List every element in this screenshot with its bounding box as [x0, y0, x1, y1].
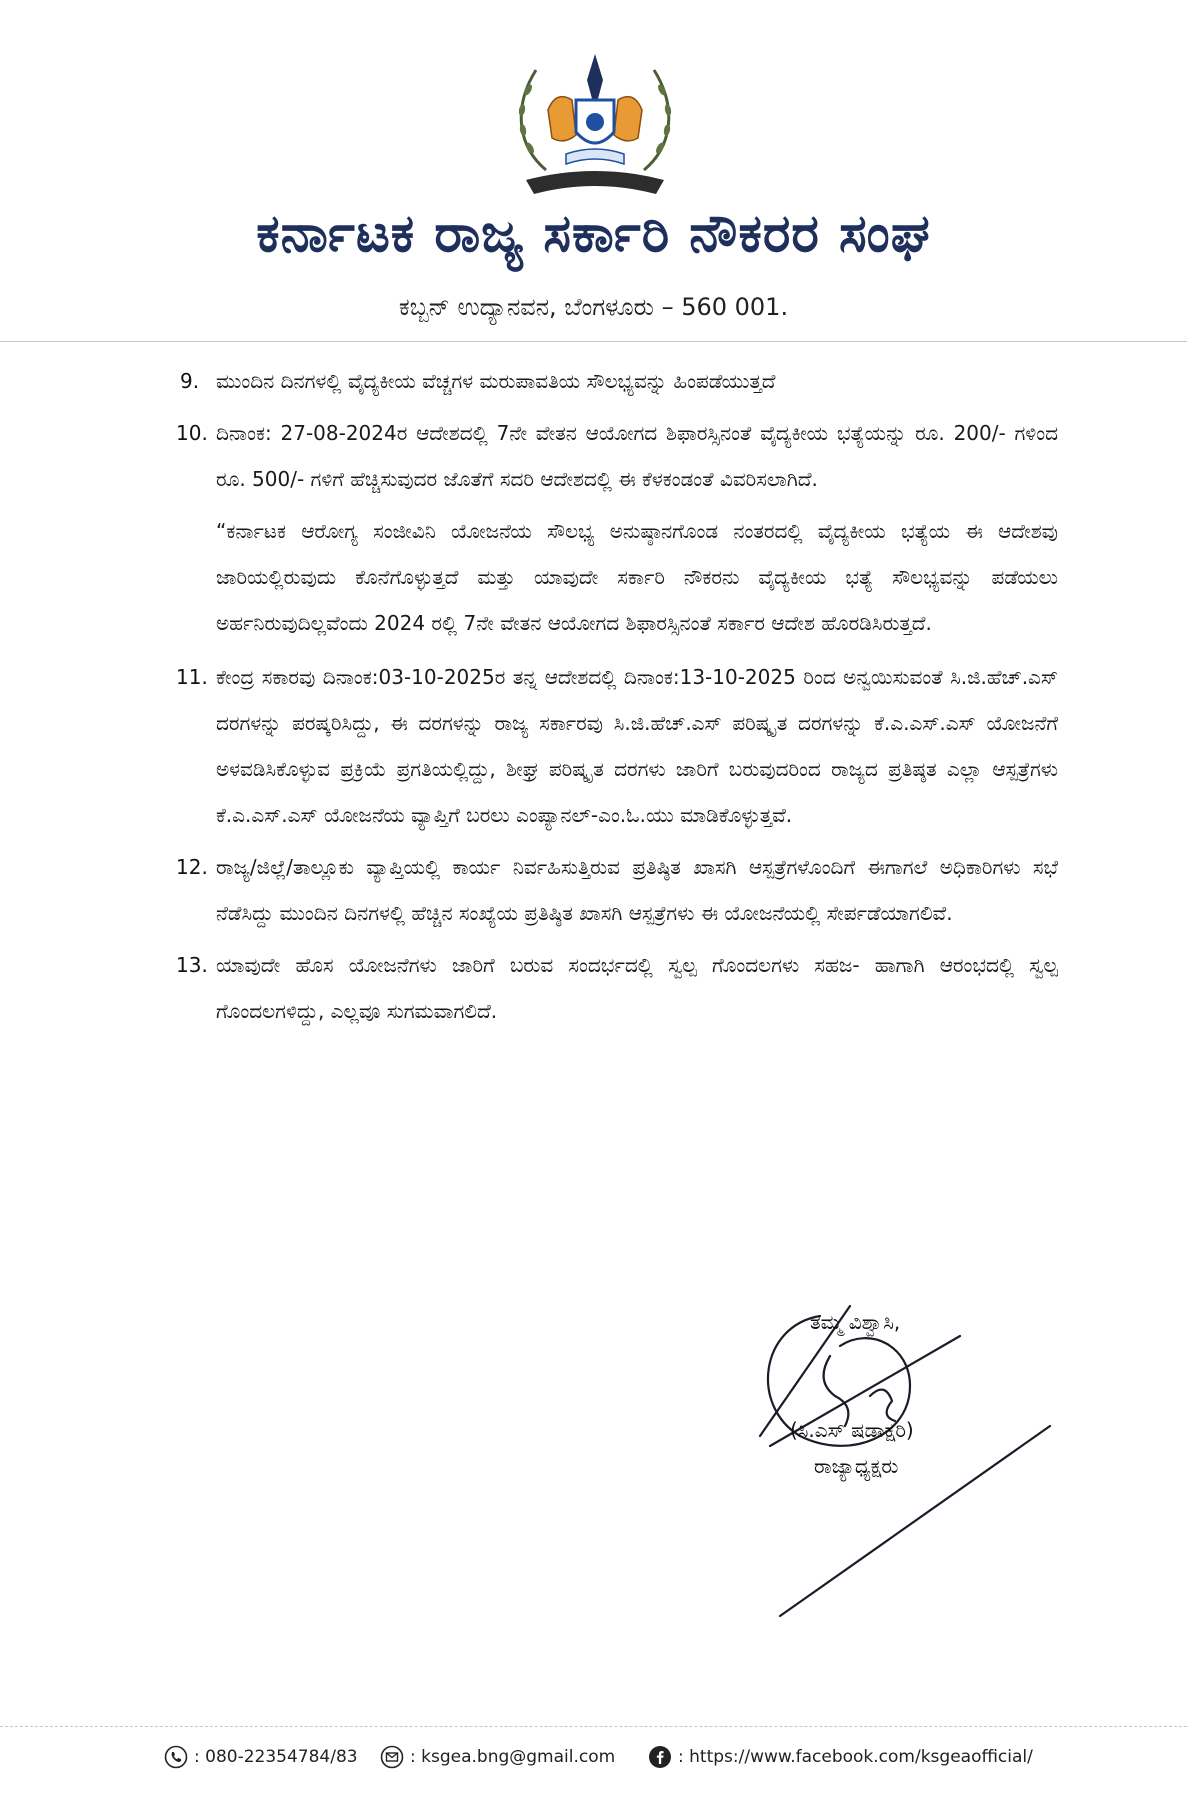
signature-greeting: ತಮ್ಮ ವಿಶ್ವಾಸಿ,	[810, 1310, 901, 1334]
item-number: 12.	[176, 855, 208, 879]
footer-divider	[0, 1726, 1187, 1727]
item-number: 11.	[176, 665, 208, 689]
facebook-url[interactable]: : https://www.facebook.com/ksgeaofficial/	[678, 1747, 1033, 1767]
phone-number: : 080-22354784/83	[194, 1747, 358, 1767]
email-address[interactable]: : ksgea.bng@gmail.com	[410, 1747, 616, 1767]
item-text: ದಿನಾಂಕ: 27-08-2024ರ ಆದೇಶದಲ್ಲಿ 7ನೇ ವೇತನ ಆಯೋಗದ ಶಿಫಾರಸ್ಸಿನಂತೆ ವೈದ್ಯಕೀಯ ಭತ್ಯೆಯನ್ನು ರೂ. 200/- ಗಳಿಂದ ರೂ. 500/- ಗಳಿಗೆ ಹೆಚ್ಚಿಸುವುದರ ಜೊತೆಗೆ ಸದರಿ ಆದೇಶದಲ್ಲಿ ಈ ಕೆಳಕಂಡಂತೆ ವಿವರಿಸಲಾಗಿದೆ.	[216, 421, 1058, 491]
item-number: 9.	[180, 369, 200, 393]
list-item	[176, 844, 1058, 936]
letter-body	[176, 358, 1058, 1040]
item-text: ರಾಜ್ಯ/ಜಿಲ್ಲೆ/ತಾಲ್ಲೂಕು ವ್ಯಾಪ್ತಿಯಲ್ಲಿ ಕಾರ್ಯ ನಿರ್ವಹಿಸುತ್ತಿರುವ ಪ್ರತಿಷ್ಠಿತ ಖಾಸಗಿ ಆಸ್ಪತ್ರೆಗಳೊಂದಿಗೆ ಈಗಾಗಲೆ ಅಧಿಕಾರಿಗಳು ಸಭೆ ನೆಡೆಸಿದ್ದು ಮುಂದಿನ ದಿನಗಳಲ್ಲಿ ಹೆಚ್ಚಿನ ಸಂಖ್ಯೆಯ ಪ್ರತಿಷ್ಠಿತ ಖಾಸಗಿ ಆಸ್ಪತ್ರೆಗಳು ಈ ಯೋಜನೆಯಲ್ಲಿ ಸೇರ್ಪಡೆಯಾಗಲಿವೆ.	[216, 855, 1058, 925]
header-divider	[0, 341, 1187, 342]
footer-email	[380, 1742, 615, 1772]
email-icon	[380, 1745, 404, 1769]
organization-name: ಕರ್ನಾಟಕ ರಾಜ್ಯ ಸರ್ಕಾರಿ ನೌಕರರ ಸಂಘ	[256, 204, 931, 264]
contact-footer	[164, 1742, 1064, 1772]
emblem-logo	[506, 50, 684, 200]
list-item	[176, 410, 1058, 502]
footer-facebook	[648, 1742, 1033, 1772]
signatory-title: ರಾಜ್ಯಾಧ್ಯಕ್ಷರು	[814, 1454, 899, 1478]
list-item	[176, 654, 1058, 838]
footer-phone	[164, 1742, 358, 1772]
item-number: 13.	[176, 953, 208, 977]
signature-block	[770, 1290, 1010, 1650]
quoted-order-text: “ಕರ್ನಾಟಕ ಆರೋಗ್ಯ ಸಂಜೀವಿನಿ ಯೋಜನೆಯ ಸೌಲಭ್ಯ ಅನುಷ್ಠಾನಗೊಂಡ ನಂತರದಲ್ಲಿ ವೈದ್ಯಕೀಯ ಭತ್ಯೆಯ ಈ ಆದೇಶವು ಜಾರಿಯಲ್ಲಿರುವುದು ಕೊನೆಗೊಳ್ಳುತ್ತದೆ ಮತ್ತು ಯಾವುದೇ ಸರ್ಕಾರಿ ನೌಕರನು ವೈದ್ಯಕೀಯ ಭತ್ಯೆ ಸೌಲಭ್ಯವನ್ನು ಪಡೆಯಲು ಅರ್ಹನಿರುವುದಿಲ್ಲವೆಂದು 2024 ರಲ್ಲಿ 7ನೇ ವೇತನ ಆಯೋಗದ ಶಿಫಾರಸ್ಸಿನಂತೆ ಸರ್ಕಾರ ಆದೇಶ ಹೊರಡಿಸಿರುತ್ತದೆ.	[216, 519, 1058, 635]
phone-icon	[164, 1745, 188, 1769]
item-text: ಮುಂದಿನ ದಿನಗಳಲ್ಲಿ ವೈದ್ಯಕೀಯ ವೆಚ್ಚಗಳ ಮರುಪಾವತಿಯ ಸೌಲಭ್ಯವನ್ನು ಹಿಂಪಡೆಯುತ್ತದೆ	[216, 369, 776, 393]
organization-address: ಕಬ್ಬನ್ ಉದ್ಯಾನವನ, ಬೆಂಗಳೂರು – 560 001.	[398, 293, 789, 321]
signatory-name: (ಸಿ.ಎಸ್ ಷಡಾಕ್ಷರಿ)	[790, 1418, 914, 1442]
item-text: ಯಾವುದೇ ಹೊಸ ಯೋಜನೆಗಳು ಜಾರಿಗೆ ಬರುವ ಸಂದರ್ಭದಲ್ಲಿ ಸ್ವಲ್ಪ ಗೊಂದಲಗಳು ಸಹಜ- ಹಾಗಾಗಿ ಆರಂಭದಲ್ಲಿ ಸ್ವಲ್ಪ ಗೊಂದಲಗಳಿದ್ದು, ಎಲ್ಲವೂ ಸುಗಮವಾಗಲಿದೆ.	[216, 953, 1058, 1023]
item-number: 10.	[176, 421, 208, 445]
list-item	[176, 942, 1058, 1034]
list-item	[180, 358, 1058, 404]
handwritten-signature	[720, 1286, 1080, 1626]
facebook-icon	[648, 1745, 672, 1769]
item-text: ಕೇಂದ್ರ ಸಕಾರವು ದಿನಾಂಕ:03-10-2025ರ ತನ್ನ ಆದೇಶದಲ್ಲಿ ದಿನಾಂಕ:13-10-2025 ರಿಂದ ಅನ್ವಯಿಸುವಂತೆ ಸಿ.ಜಿ.ಹೆಚ್.ಎಸ್ ದರಗಳನ್ನು ಪರಷ್ಕರಿಸಿದ್ದು, ಈ ದರಗಳನ್ನು ರಾಜ್ಯ ಸರ್ಕಾರವು ಸಿ.ಜಿ.ಹೆಚ್.ಎಸ್ ಪರಿಷ್ಕೃತ ದರಗಳನ್ನು ಕೆ.ಎ.ಎಸ್.ಎಸ್ ಯೋಜನೆಗೆ ಅಳವಡಿಸಿಕೊಳ್ಳುವ ಪ್ರಕ್ರಿಯೆ ಪ್ರಗತಿಯಲ್ಲಿದ್ದು, ಶೀಘ್ರ ಪರಿಷ್ಕೃತ ದರಗಳು ಜಾರಿಗೆ ಬರುವುದರಿಂದ ರಾಜ್ಯದ ಪ್ರತಿಷ್ಠತ ಎಲ್ಲಾ ಆಸ್ಪತ್ರೆಗಳು ಕೆ.ಎ.ಎಸ್.ಎಸ್ ಯೋಜನೆಯ ವ್ಯಾಪ್ತಿಗೆ ಬರಲು ಎಂಪ್ಯಾನಲ್-ಎಂ.ಓ.ಯು ಮಾಡಿಕೊಳ್ಳುತ್ತವೆ.	[216, 665, 1058, 827]
